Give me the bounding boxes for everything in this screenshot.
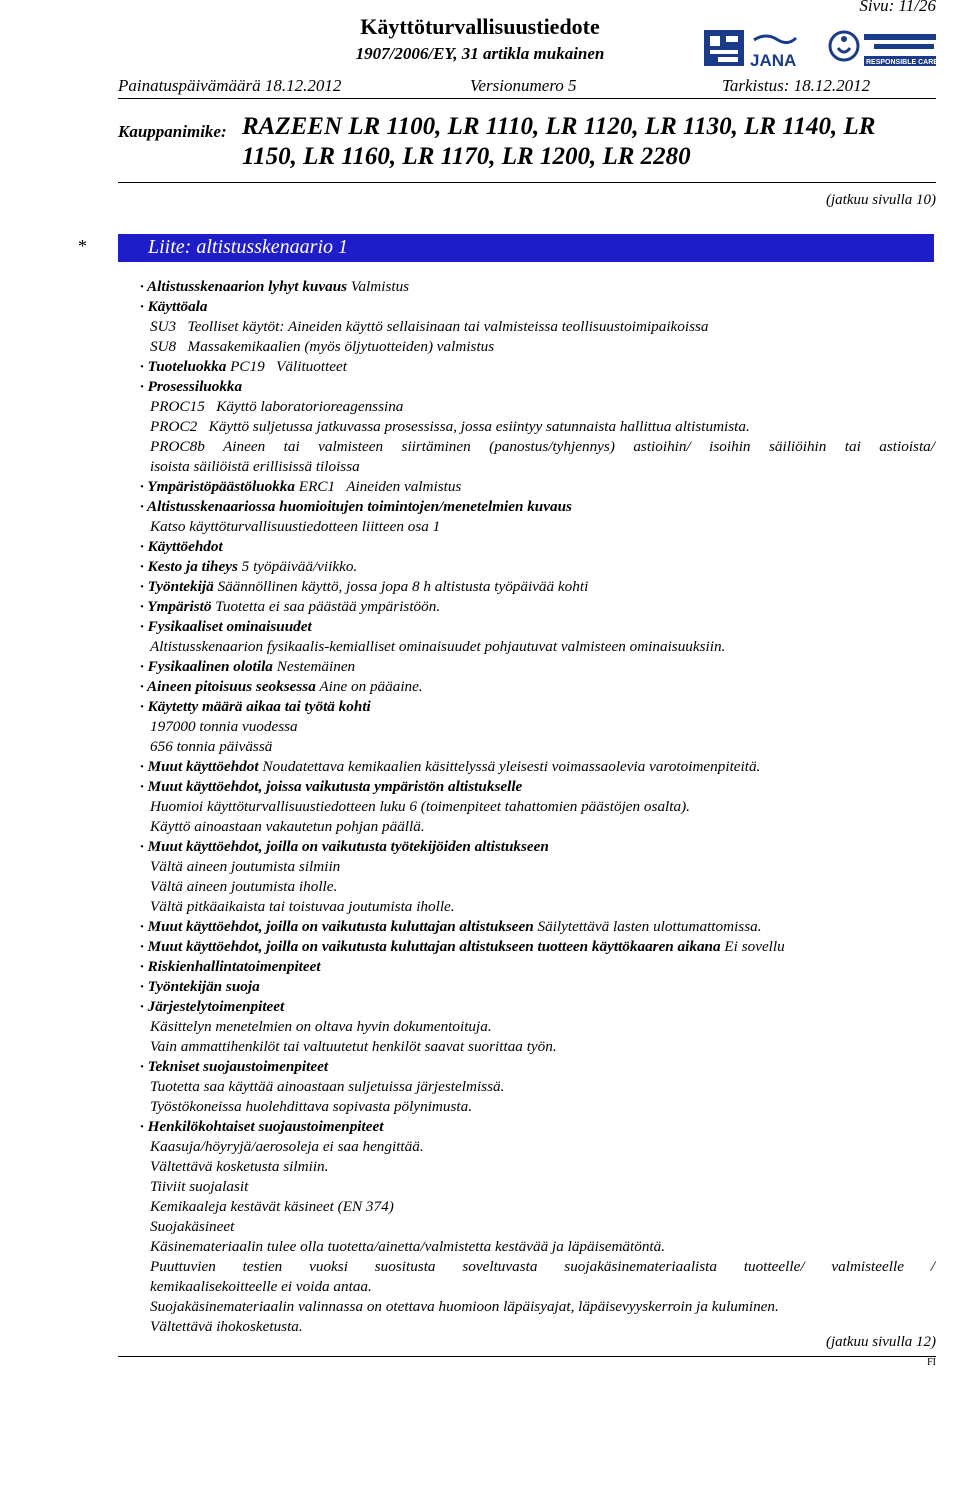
body-line bbox=[150, 1237, 665, 1257]
field-value: Säännöllinen käyttö, jossa jopa 8 h altistusta työpäivää kohti bbox=[213, 578, 589, 595]
field-heading: · Työntekijä bbox=[140, 578, 214, 595]
svg-text:RESPONSIBLE CARE: RESPONSIBLE CARE bbox=[866, 59, 938, 66]
field-value: Kaasuja/höyryjä/aerosoleja ei saa hengittää. bbox=[150, 1138, 424, 1155]
field-heading: · Ympäristö bbox=[140, 598, 212, 615]
language-code: FI bbox=[927, 1357, 936, 1368]
body-line bbox=[140, 597, 440, 617]
field-heading: · Altistusskenaarion lyhyt kuvaus bbox=[140, 278, 348, 295]
field-value: PROC8b Aineen tai valmisteen siirtäminen (panostus/tyhjennys) astioihin/ isoihin säiliöihin tai astioista/ bbox=[150, 438, 935, 455]
body-line bbox=[150, 1077, 504, 1097]
document-subtitle: 1907/2006/EY, 31 artikla mukainen bbox=[355, 44, 605, 63]
field-value: PC19 Välituotteet bbox=[226, 358, 347, 375]
field-value: 197000 tonnia vuodessa bbox=[150, 718, 298, 735]
revision-date: Tarkistus: 18.12.2012 bbox=[722, 76, 871, 95]
field-heading: · Muut käyttöehdot, joissa vaikutusta ympäristön altistukselle bbox=[140, 778, 523, 795]
body-line bbox=[140, 697, 371, 717]
field-heading: · Aineen pitoisuus seoksessa bbox=[140, 678, 316, 695]
field-heading: · Muut käyttöehdot, joilla on vaikutusta kuluttajan altistukseen tuotteen käyttökaaren aikana bbox=[140, 938, 721, 955]
body-line bbox=[150, 317, 709, 337]
field-value: Vältä aineen joutumista silmiin bbox=[150, 858, 341, 875]
field-value: Altistusskenaarion fysikaalis-kemialliset ominaisuudet pohjautuvat valmisteen ominaisuuksiin. bbox=[150, 638, 726, 655]
body-line bbox=[150, 717, 298, 737]
trade-name: RAZEEN LR 1100, LR 1110, LR 1120, LR 1130, LR 1140, LR 1150, LR 1160, LR 1170, LR 1200, LR 2280 bbox=[242, 113, 876, 170]
field-value: Valmistus bbox=[347, 278, 410, 295]
continued-from: (jatkuu sivulla 10) bbox=[826, 192, 936, 208]
footer-divider bbox=[118, 1356, 936, 1357]
field-value: Vältettävä kosketusta silmiin. bbox=[150, 1158, 329, 1175]
field-heading: · Kesto ja tiheys bbox=[140, 558, 238, 575]
print-date: Painatuspäivämäärä 18.12.2012 bbox=[118, 76, 342, 95]
field-value: Vältettävä ihokosketusta. bbox=[150, 1318, 303, 1335]
field-value: kemikaalisekoitteelle ei voida antaa. bbox=[150, 1278, 372, 1295]
trade-name-label: Kauppanimike: bbox=[118, 122, 227, 141]
field-value: Noudatettava kemikaalien käsittelyssä yleisesti voimassaolevia varotoimenpiteitä. bbox=[258, 758, 761, 775]
field-heading: · Henkilökohtaiset suojaustoimenpiteet bbox=[140, 1118, 384, 1135]
body-line bbox=[140, 757, 760, 777]
continued-to: (jatkuu sivulla 12) bbox=[826, 1334, 936, 1350]
body-line bbox=[150, 857, 340, 877]
field-heading: · Käyttöehdot bbox=[140, 538, 223, 555]
field-heading: · Muut käyttöehdot, joilla on vaikutusta kuluttajan altistukseen bbox=[140, 918, 534, 935]
body-line bbox=[150, 797, 690, 817]
field-value: Vältä aineen joutumista iholle. bbox=[150, 878, 338, 895]
body-line bbox=[150, 637, 725, 657]
body-line bbox=[140, 577, 588, 597]
responsible-care-logo bbox=[830, 32, 938, 66]
body-line bbox=[150, 397, 403, 417]
body-line bbox=[140, 917, 762, 937]
body-line bbox=[150, 1017, 492, 1037]
section-title: Liite: altistusskenaario 1 bbox=[148, 236, 348, 258]
body-line bbox=[150, 1097, 472, 1117]
body-line bbox=[140, 997, 284, 1017]
field-value: Tuotetta ei saa päästää ympäristöön. bbox=[211, 598, 441, 615]
body-line bbox=[140, 1117, 383, 1137]
field-heading: · Fysikaaliset ominaisuudet bbox=[140, 618, 312, 635]
field-value: Tiiviit suojalasit bbox=[150, 1178, 249, 1195]
field-heading: · Tekniset suojaustoimenpiteet bbox=[140, 1058, 329, 1075]
field-heading: · Käyttöala bbox=[140, 298, 208, 315]
field-value: Suojakäsinemateriaalin valinnassa on otettava huomioon läpäisyajat, läpäisevyyskerroin ja kuluminen. bbox=[150, 1298, 779, 1315]
document-title: Käyttöturvallisuustiedote bbox=[360, 14, 600, 39]
field-value: Käsittelyn menetelmien on oltava hyvin dokumentoituja. bbox=[150, 1018, 492, 1035]
body-line bbox=[140, 377, 242, 397]
company-logos bbox=[704, 26, 940, 70]
field-value: Vain ammattihenkilöt tai valtuutetut henkilöt saavat suorittaa työn. bbox=[150, 1038, 557, 1055]
field-value: Käsinemateriaalin tulee olla tuotetta/ainetta/valmistetta kestävää ja läpäisemätöntä. bbox=[150, 1238, 666, 1255]
field-value: Vältä pitkäaikaista tai toistuvaa joutumista iholle. bbox=[150, 898, 455, 915]
field-value: 5 työpäivää/viikko. bbox=[237, 558, 358, 575]
section-banner bbox=[118, 234, 934, 262]
body-line bbox=[140, 977, 260, 997]
body-line bbox=[140, 1057, 328, 1077]
field-value: Katso käyttöturvallisuustiedotteen liitteen osa 1 bbox=[150, 518, 441, 535]
body-line bbox=[150, 1157, 328, 1177]
field-value: Huomioi käyttöturvallisuustiedotteen luku 6 (toimenpiteet tahattomien päästöjen osalta). bbox=[150, 798, 690, 815]
field-value: Nestemäinen bbox=[272, 658, 356, 675]
field-value: Työstökoneissa huolehdittava sopivasta pölynimusta. bbox=[150, 1098, 473, 1115]
body-line bbox=[140, 477, 461, 497]
body-line bbox=[150, 817, 425, 837]
field-heading: · Riskienhallintatoimenpiteet bbox=[140, 958, 321, 975]
field-value: Puuttuvien testien vuoksi suositusta soveltuvasta suojakäsinemateriaalista tuotteelle/ valmisteelle / bbox=[150, 1258, 935, 1275]
field-value: SU8 Massakemikaalien (myös öljytuotteiden) valmistus bbox=[150, 338, 495, 355]
field-value: Ei sovellu bbox=[720, 938, 785, 955]
product-divider bbox=[118, 182, 936, 183]
field-value: Tuotetta saa käyttää ainoastaan suljetuissa järjestelmissä. bbox=[150, 1078, 505, 1095]
field-heading: · Prosessiluokka bbox=[140, 378, 243, 395]
body-line bbox=[140, 677, 423, 697]
body-line bbox=[150, 1217, 234, 1237]
field-heading: · Muut käyttöehdot bbox=[140, 758, 259, 775]
revision-marker: * bbox=[78, 236, 87, 256]
body-line bbox=[150, 1257, 935, 1277]
body-line bbox=[140, 537, 223, 557]
page-number: Sivu: 11/26 bbox=[859, 0, 936, 15]
field-heading: · Ympäristöpäästöluokka bbox=[140, 478, 295, 495]
field-value: Säilytettävä lasten ulottumattomissa. bbox=[533, 918, 762, 935]
svg-text:JANA: JANA bbox=[750, 51, 797, 70]
field-value: ERC1 Aineiden valmistus bbox=[295, 478, 462, 495]
field-value: SU3 Teolliset käytöt: Aineiden käyttö sellaisinaan tai valmisteissa teollisuustoimipaikoissa bbox=[150, 318, 709, 335]
body-line bbox=[150, 1277, 372, 1297]
body-line bbox=[140, 277, 409, 297]
field-heading: · Tuoteluokka bbox=[140, 358, 227, 375]
body-line bbox=[140, 657, 355, 677]
body-line bbox=[140, 837, 549, 857]
body-line bbox=[140, 357, 347, 377]
version-number: Versionumero 5 bbox=[470, 76, 577, 95]
body-line bbox=[150, 737, 272, 757]
body-line bbox=[150, 877, 337, 897]
body-line bbox=[150, 417, 750, 437]
body-line bbox=[150, 897, 455, 917]
body-line bbox=[140, 497, 572, 517]
field-value: Suojakäsineet bbox=[150, 1218, 235, 1235]
body-line bbox=[150, 1197, 394, 1217]
body-line bbox=[150, 1137, 424, 1157]
field-value: Aine on pääaine. bbox=[315, 678, 423, 695]
field-value: 656 tonnia päivässä bbox=[150, 738, 273, 755]
field-value: Kemikaaleja kestävät käsineet (EN 374) bbox=[150, 1198, 394, 1215]
field-heading: · Fysikaalinen olotila bbox=[140, 658, 273, 675]
jana-logo bbox=[704, 30, 796, 70]
body-line bbox=[150, 437, 935, 457]
field-heading: · Altistusskenaariossa huomioitujen toimintojen/menetelmien kuvaus bbox=[140, 498, 572, 515]
field-heading: · Järjestelytoimenpiteet bbox=[140, 998, 285, 1015]
body-line bbox=[150, 517, 440, 537]
body-line bbox=[140, 617, 312, 637]
body-line bbox=[150, 337, 494, 357]
field-value: isoista säiliöistä erillisissä tiloissa bbox=[150, 458, 360, 475]
field-heading: · Käytetty määrä aikaa tai työtä kohti bbox=[140, 698, 371, 715]
field-heading: · Työntekijän suoja bbox=[140, 978, 260, 995]
field-heading: · Muut käyttöehdot, joilla on vaikutusta työtekijöiden altistukseen bbox=[140, 838, 549, 855]
body-line bbox=[140, 297, 208, 317]
header-divider bbox=[118, 98, 936, 99]
body-line bbox=[150, 1177, 248, 1197]
field-value: PROC2 Käyttö suljetussa jatkuvassa prosessissa, jossa esiintyy satunnaista hallittua altistumista. bbox=[150, 418, 750, 435]
body-line bbox=[150, 457, 360, 477]
body-line bbox=[140, 557, 357, 577]
field-value: Käyttö ainoastaan vakautetun pohjan päällä. bbox=[150, 818, 425, 835]
body-line bbox=[140, 937, 785, 957]
body-line bbox=[140, 777, 522, 797]
body-line bbox=[150, 1317, 303, 1337]
body-line bbox=[140, 957, 321, 977]
body-line bbox=[150, 1297, 779, 1317]
body-line bbox=[150, 1037, 557, 1057]
field-value: PROC15 Käyttö laboratorioreagenssina bbox=[150, 398, 404, 415]
